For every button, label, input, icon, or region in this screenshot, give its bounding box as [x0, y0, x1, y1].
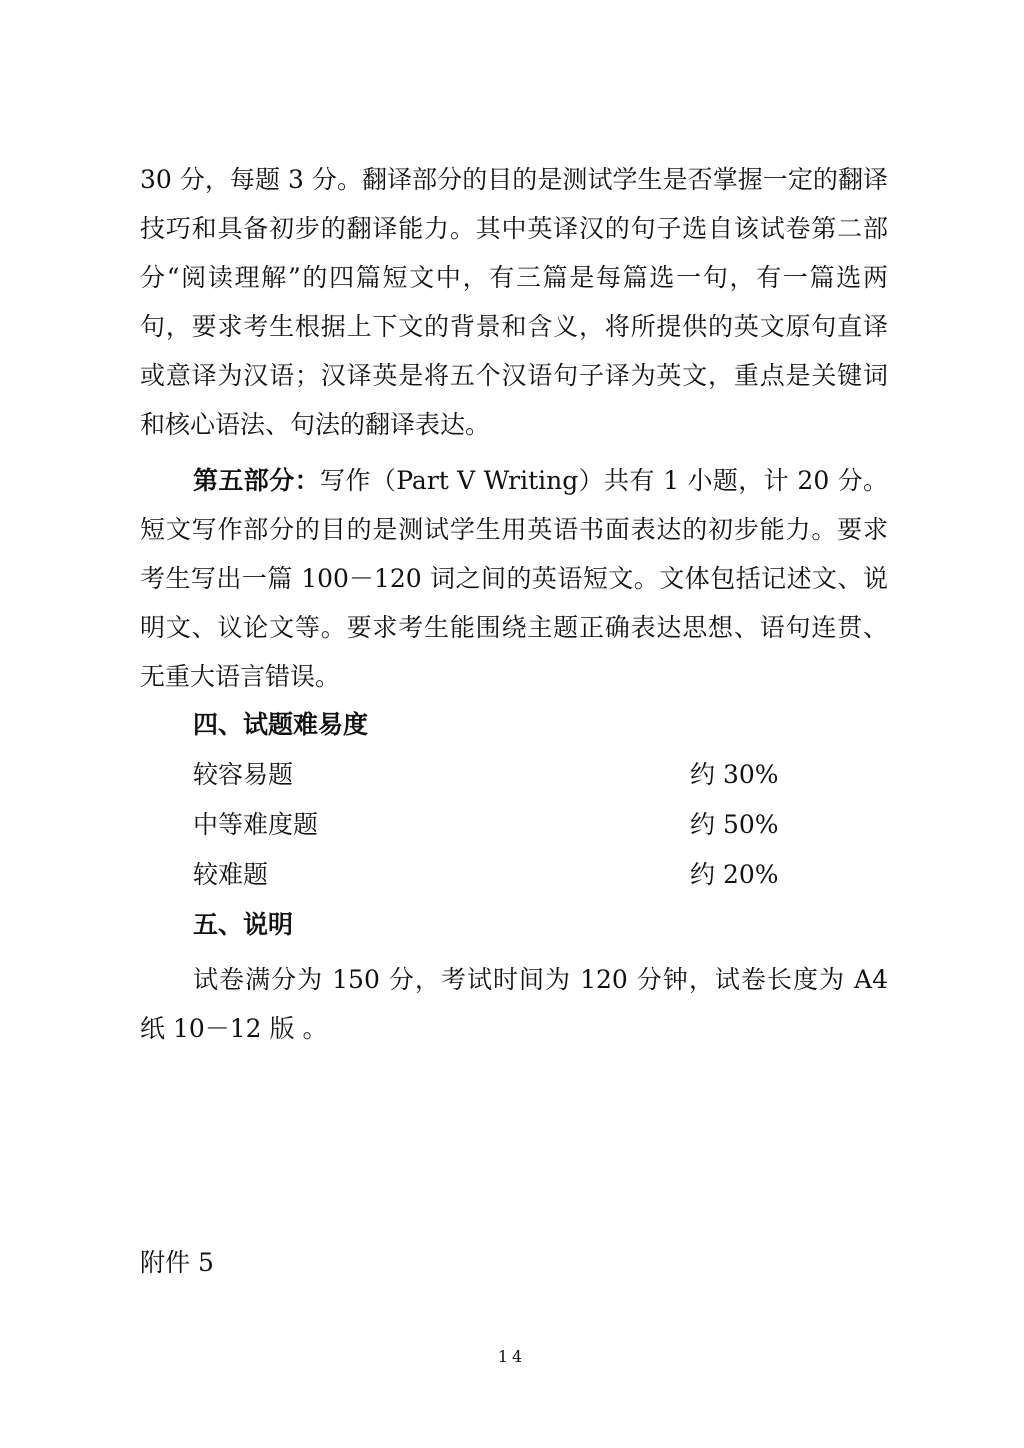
- paragraph-writing-section: [140, 456, 888, 701]
- difficulty-label: 中等难度题: [193, 810, 319, 839]
- paragraph-translation-section: 30 分，每题 3 分。翻译部分的目的是测试学生是否掌握一定的翻译技巧和具备初步的翻译能力。其中英译汉的句子选自该试卷第二部分“阅读理解”的四篇短文中，有三篇是每篇选一句，有一篇选两句，要求考生根据上下文的背景和含义，将所提供的英文原句直译或意译为汉语；汉译英是将五个汉语句子译为英文，重点是关键词和核心语法、句法的翻译表达。: [140, 165, 888, 439]
- difficulty-value: 约 50%: [690, 810, 779, 839]
- heading-notes: 五、说明: [193, 910, 294, 939]
- difficulty-row-hard: [193, 855, 793, 895]
- heading-difficulty: 四、试题难易度: [193, 710, 369, 739]
- page-number: 14: [497, 1347, 527, 1366]
- difficulty-label: 较容易题: [193, 760, 294, 789]
- paragraph-exam-notes: 试卷满分为 150 分，考试时间为 120 分钟，试卷长度为 A4 纸 10－12 版 。: [140, 965, 888, 1043]
- attachment-label: 附件 5: [140, 1248, 214, 1277]
- difficulty-row-easy: [193, 755, 793, 795]
- difficulty-value: 约 20%: [690, 860, 779, 889]
- writing-section-body: 写作（Part V Writing）共有 1 小题，计 20 分。短文写作部分的目的是测试学生用英语书面表达的初步能力。要求考生写出一篇 100－120 词之间的英语短文。文体包括记述文、说明文、议论文等。要求考生能围绕主题正确表达思想、语句连贯、无重大语言错误。: [140, 466, 888, 691]
- difficulty-row-medium: [193, 805, 793, 845]
- difficulty-label: 较难题: [193, 860, 269, 889]
- writing-section-lead: 第五部分：: [193, 466, 321, 495]
- difficulty-value: 约 30%: [690, 760, 779, 789]
